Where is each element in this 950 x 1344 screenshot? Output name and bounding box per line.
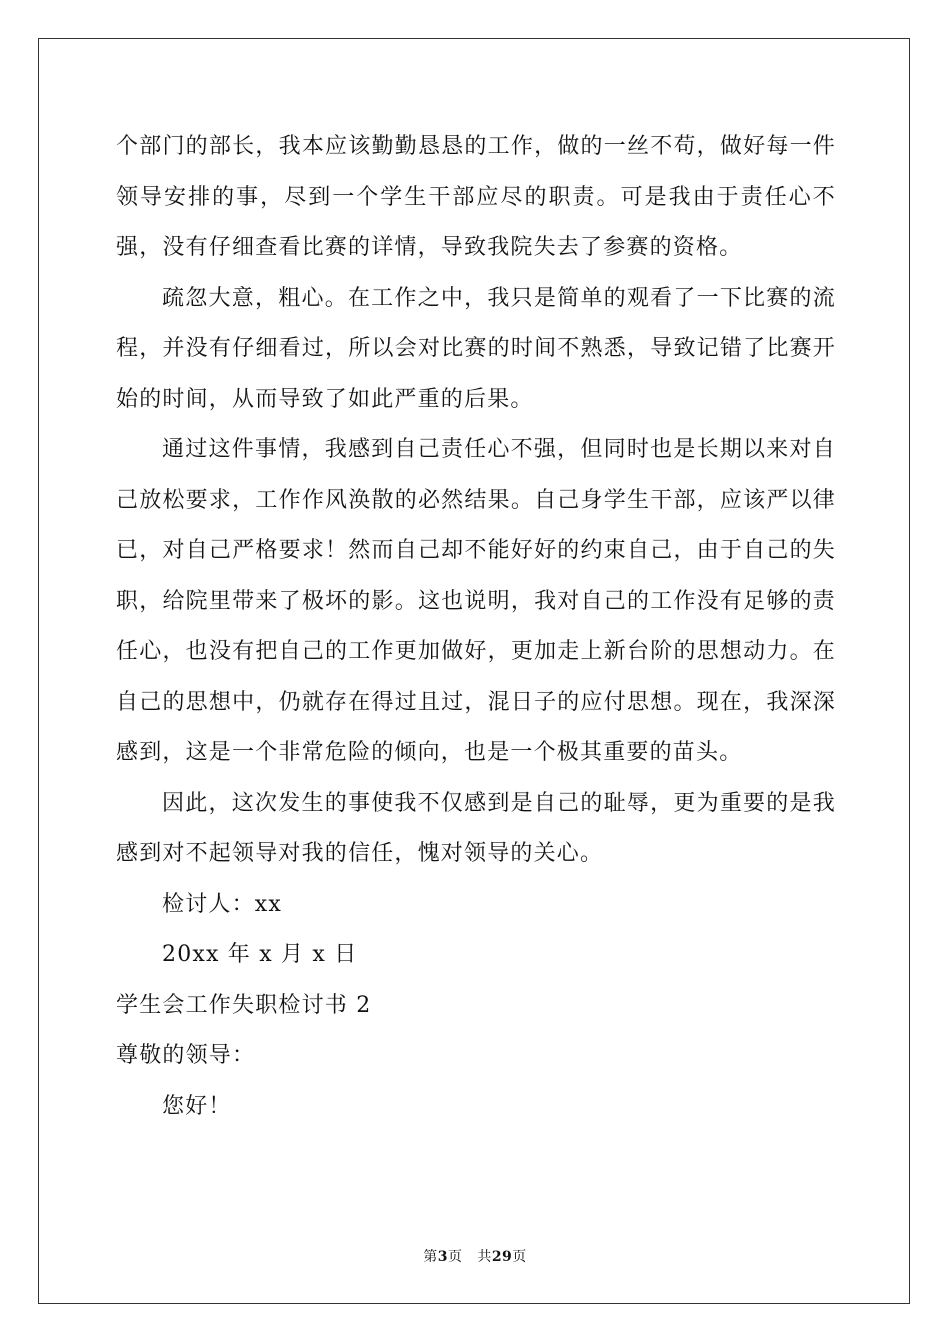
page-number: 3 bbox=[437, 1249, 448, 1265]
paragraph-1: 个部门的部长，我本应该勤勤恳恳的工作，做的一丝不苟，做好每一件领导安排的事，尽到一个学生干部应尽的职责。可是我由于责任心不强，没有仔细查看比赛的详情，导致我院失去了参赛的资格。 bbox=[116, 134, 836, 260]
paragraph-4: 因此，这次发生的事使我不仅感到是自己的耻辱，更为重要的是我感到对不起领导对我的信任，愧对领导的关心。 bbox=[116, 790, 836, 866]
document-body bbox=[116, 122, 836, 1132]
paragraph-3: 通过这件事情，我感到自己责任心不强，但同时也是长期以来对自己放松要求，工作作风涣散的必然结果。自己身学生干部，应该严以律已，对自己严格要求！然而自己却不能好好的约束自己，由于自己的失职，给院里带来了极坏的影。这也说明，我对自己的工作没有足够的责任心，也没有把自己的工作更加做好，更加走上新台阶的思想动力。在自己的思想中，仍就存在得过且过，混日子的应付思想。现在，我深深感到，这是一个非常危险的倾向，也是一个极其重要的苗头。 bbox=[116, 437, 836, 765]
section-title: 学生会工作失职检讨书 2 bbox=[116, 992, 372, 1018]
page-suffix: 页 bbox=[447, 1249, 463, 1265]
paragraph-2: 疏忽大意，粗心。在工作之中，我只是简单的观看了一下比赛的流程，并没有仔细看过，所以会对比赛的时间不熟悉，导致记错了比赛开始的时间，从而导致了如此严重的后果。 bbox=[116, 285, 836, 412]
salutation: 尊敬的领导： bbox=[116, 1043, 256, 1068]
page-footer bbox=[0, 1246, 950, 1266]
total-prefix: 共 bbox=[477, 1249, 492, 1265]
page-prefix: 第 bbox=[423, 1249, 438, 1265]
date-line: 20xx 年 x 月 x 日 bbox=[162, 942, 358, 967]
total-pages: 29 bbox=[491, 1249, 513, 1265]
signature-line: 检讨人：xx bbox=[162, 891, 283, 917]
greeting: 您好！ bbox=[162, 1093, 232, 1119]
total-suffix: 页 bbox=[512, 1249, 527, 1265]
